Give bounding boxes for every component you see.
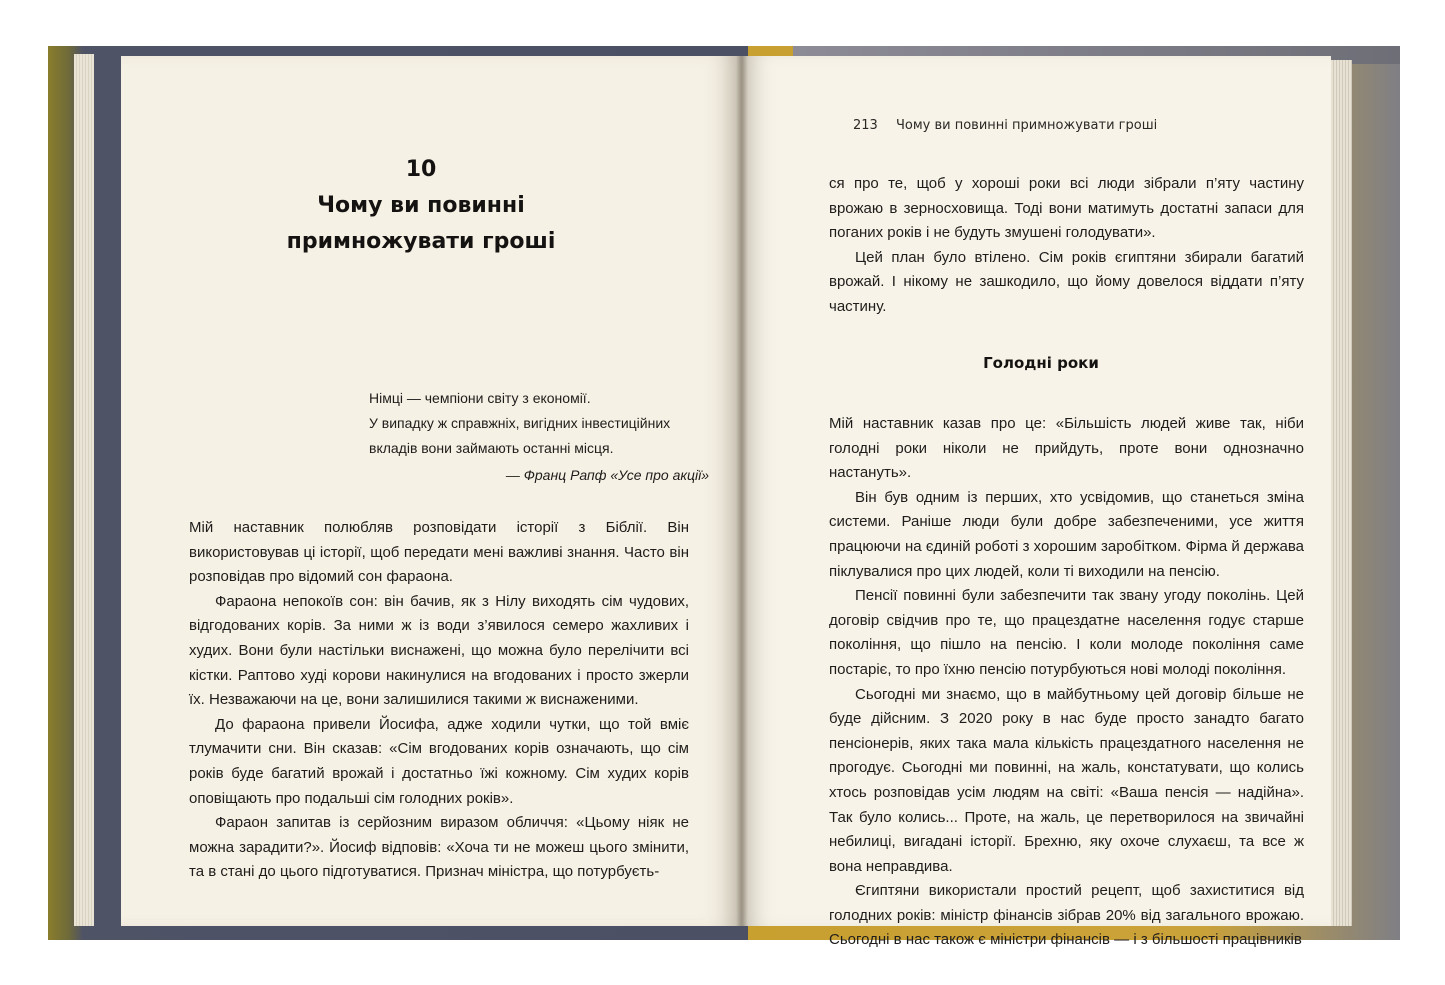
epigraph [369,386,709,488]
chapter-title-line2: примножувати гроші [286,229,556,254]
paragraph: До фараона привели Йосифа, адже ходили чутки, що той вміє тлумачити сни. Він сказав: «Сім вгодованих корів означають, що сім років буде багатий врожай і достатньо їжі кожному. Сім худих корів оповіщають про подальші сім голодних років». [189,715,689,807]
chapter-heading [271,152,571,260]
chapter-title-line1: Чому ви повинні [317,193,525,218]
paragraph: Фараон запитав із серйозним виразом обличчя: «Цьому ніяк не можна зарадити?». Йосиф відповів: «Хоча ти не можеш цього змінити, та в стані до цього підготуватися. Признач міністра, що потурбуєть- [189,814,689,881]
page-number: 213 [853,118,878,133]
page-edges-right [1328,60,1352,926]
paragraph: Пенсії повинні були забезпечити так звану угоду поколінь. Цей договір свідчив про те, що працездатне населення годує старше покоління, що пішло на пенсію. І коли молоде покоління саме постаріє, то про їхню пенсію потурбуються нові молоді покоління. [829,587,1304,678]
epigraph-author: — Франц Рапф «Усе про акції» [505,467,709,483]
section-title: Голодні роки [983,354,1099,372]
paragraph: ся про те, щоб у хороші роки всі люди зібрали п’яту частину врожаю в зерносховища. Тоді вони матимуть достатні запаси для поганих років і не будуть змушені голодувати». [829,175,1304,242]
running-head-title: Чому ви повинні примножувати гроші [895,118,1158,133]
book-gutter [736,56,748,926]
paragraph: Мій наставник полюбляв розповідати історії з Біблії. Він використовував ці історії, щоб передати мені важливі знання. Часто він розповідав про відомий сон фараона. [189,519,689,586]
page-edges-left [74,54,94,926]
epigraph-line: Німці — чемпіони світу з економії. [369,390,591,406]
paragraph: Цей план було втілено. Сім років єгиптяни збирали багатий врожай. І нікому не зашкодило, що йому довелося віддати п’яту частину. [829,248,1304,315]
left-page [121,56,741,926]
right-body-text [829,412,1304,953]
epigraph-line: У випадку ж справжніх, вигідних інвестиційних [369,415,671,431]
book-photo [48,46,1400,949]
paragraph: Єгиптяни використали простий рецепт, щоб захиститися від голодних років: міністр фінансів зібрав 20% від загального врожаю. Сьогодні в нас також є міністри фінансів — і з більшості працівників [829,882,1304,949]
paragraph: Він був одним із перших, хто усвідомив, що станеться зміна системи. Раніше люди були добре забезпеченими, усе життя працюючи на єдиній роботі з хорошим заробітком. Фірма й держава піклувалися про цих людей, коли ті виходили на пенсію. [829,488,1304,580]
running-head [853,118,1253,133]
right-body-top [829,172,1304,320]
left-body-text [189,516,689,885]
epigraph-line: вкладів вони займають останні місця. [369,440,614,456]
paragraph: Фараона непокоїв сон: він бачив, як з Нілу виходять сім чудових, відгодованих корів. За ними ж із води з’явилося семеро жахливих і худих. Вони були настільки виснажені, що можна було перелічити всі кістки. Раптово худі корови накинулися на вгодованих і просто зжерли їх. Незважаючи на це, вони залишилися такими ж виснаженими. [189,592,689,709]
paragraph: Мій наставник казав про це: «Більшість людей живе так, ніби голодні роки ніколи не прийдуть, проте вони однозначно настануть». [829,415,1304,482]
paragraph: Сьогодні ми знаємо, що в майбутньому цей договір більше не буде дійсним. З 2020 року в нас буде просто занадто багато пенсіонерів, яких така мала кількість працездатного населення не прогодує. Сьогодні ми повинні, на жаль, констатувати, що колись хтось розповідав усім людям на світі: «Ваша пенсія — надійна». Так було колись... Проте, на жаль, це перетворилося на звичайні небилиці, вигадані історії. Брехню, яку охоче слухаєш, та все ж вона неправдива. [829,685,1304,875]
chapter-number: 10 [405,157,437,182]
right-page [741,56,1331,949]
